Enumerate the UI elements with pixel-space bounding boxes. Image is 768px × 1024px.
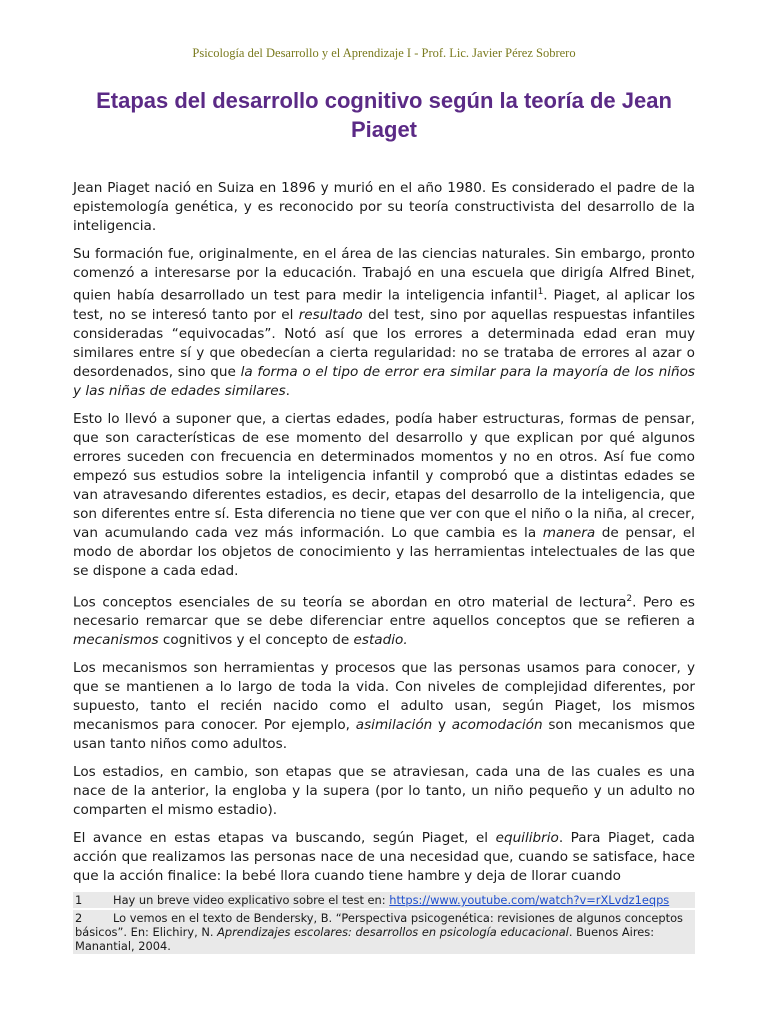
document-body [73,179,695,886]
paragraph-3: Esto lo llevó a suponer que, a ciertas edades, podía haber estructuras, formas de pensar, que son características de ese momento del desarrollo y que explican por qué algunos errores suceden con frecuencia en determinados momentos y no en otros. Así fue como empezó sus estudios sobre la inteligencia infantil y comprobó que a distintas edades se van atravesando diferentes estadios, es decir, etapas del desarrollo de la inteligencia, que son diferentes entre sí. Esta diferencia no tiene que ver con que el niño o la niña, al crecer, van acumulando cada vez más información. Lo que cambia es la manera de pensar, el modo de abordar los objetos de conocimiento y las herramientas intelectuales de las que se dispone a cada edad. [73,410,695,579]
paragraph-1: Jean Piaget nació en Suiza en 1896 y murió en el año 1980. Es considerado el padre de la epistemología genética, y es reconocido por su teoría constructivista del desarrollo de la inteligencia. [73,180,695,234]
youtube-link[interactable]: https://www.youtube.com/watch?v=rXLvdz1eqps [389,893,670,907]
footnotes [73,892,695,956]
paragraph-5: Los mecanismos son herramientas y procesos que las personas usamos para conocer, y que se mantienen a lo largo de toda la vida. Con niveles de complejidad diferentes, por supuesto, tanto el recién nacido como el adulto usan, según Piaget, los mismos mecanismos para conocer. Por ejemplo, asimilación y acomodación son mecanismos que usan tanto niños como adultos. [73,660,695,753]
paragraph-4: Los conceptos esenciales de su teoría se abordan en otro material de lectura$^2$. Pero es necesario remarcar que se debe diferenciar entre aquellos conceptos que se refieren a mecanismos cognitivos y el concepto de estadio. [73,593,696,649]
paragraph-7: El avance en estas etapas va buscando, según Piaget, el equilibrio. Para Piaget, cada acción que realizamos las personas nace de una necesidad que, cuando se satisface, hace que la acción finalice: la bebé llora cuando tiene hambre y deja de llorar cuando [73,830,695,885]
footnote-1: 1 Hay un breve video explicativo sobre el test en: https://www.youtube.com/watch?v=rXLvdz1eqps [73,892,695,908]
footnote-ref-2[interactable]: 2 [626,593,633,604]
paragraph-6: Los estadios, en cambio, son etapas que se atraviesan, cada una de las cuales es una nace de la anterior, la engloba y la supera (por lo tanto, un niño pequeño y un adulto no comparten el mismo estadio). [73,764,695,819]
page-header: Psicología del Desarrollo y el Aprendizaje I - Prof. Lic. Javier Pérez Sobrero [192,46,576,60]
paragraph-2: Su formación fue, originalmente, en el área de las ciencias naturales. Sin embargo, pronto comenzó a interesarse por la educación. Trabajó en una escuela que dirigía Alfred Binet, quien había desarrollado un test para medir la inteligencia infantil$^1$. Piaget, al aplicar los test, no se interesó tanto por el resultado del test, sino por aquellas respuestas infantiles consideradas “equivocadas”. Notó así que los errores a determinada edad eran muy similares entre sí y que obedecían a cierta regularidad: no se trataba de errores al azar o desordenados, sino que la forma o el tipo de error era similar para la mayoría de los niños y las niñas de edades similares. [73,246,696,399]
footnote-number: 2 [75,911,83,925]
document-title: Etapas del desarrollo cognitivo según la teoría de Jean Piaget [96,88,672,142]
footnote-number: 1 [75,893,83,907]
footnote-2: 2 Lo vemos en el texto de Bendersky, B. “Perspectiva psicogenética: revisiones de algunos conceptos básicos”. En: Elichiry, N. Aprendizajes escolares: desarrollos en psicología educacional. Buenos Aires: Manantial, 2004. [73,910,695,954]
footnote-ref-1[interactable]: 1 [537,287,544,297]
